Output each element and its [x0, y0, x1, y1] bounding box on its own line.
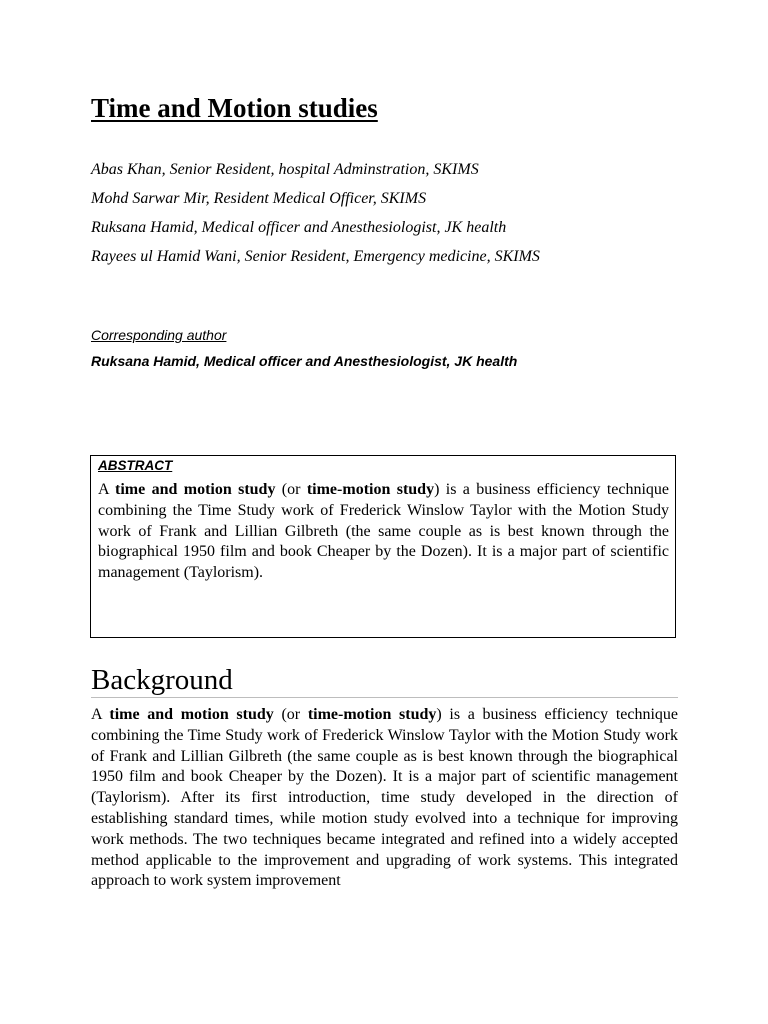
abstract-bold-term: time and motion study	[115, 481, 276, 498]
abstract-heading: ABSTRACT	[98, 458, 173, 473]
background-text-run: A	[91, 706, 110, 723]
section-divider	[91, 697, 678, 698]
abstract-box	[90, 455, 676, 638]
author-list	[91, 157, 540, 273]
background-bold-term: time-motion study	[307, 706, 437, 723]
author-line: Mohd Sarwar Mir, Resident Medical Officer, SKIMS	[91, 190, 427, 207]
author-line: Abas Khan, Senior Resident, hospital Adminstration, SKIMS	[91, 161, 479, 178]
author-line: Ruksana Hamid, Medical officer and Anesthesiologist, JK health	[91, 219, 507, 236]
abstract-paragraph	[98, 480, 669, 584]
abstract-text-run: A	[98, 481, 116, 498]
background-paragraph	[91, 705, 678, 892]
abstract-text-run: (or	[275, 481, 307, 498]
abstract-text-run: ) is a business efficiency technique combining the Time Study work of Frederick Winslow Taylor with the Motion Study work of Frank and Lillian Gilbreth (the same couple as is best known through the biographical 1950 film and book Cheaper by the Dozen). It is a major part of scientific management (Taylorism).	[98, 481, 670, 582]
corresponding-author-label: Corresponding author	[91, 327, 227, 343]
background-text-run: ) is a business efficiency technique combining the Time Study work of Frederick Winslow Taylor with the Motion Study work of Frank and Lillian Gilbreth (the same couple as is best known through the biographical 1950 film and book Cheaper by the Dozen). It is a major part of scientific management (Taylorism). After its first introduction, time study developed in the direction of establishing standard times, while motion study evolved into a technique for improving work methods. The two techniques became integrated and refined into a widely accepted method applicable to the improvement and upgrading of work systems. This integrated approach to work system improvement	[91, 706, 679, 890]
abstract-bold-term: time-motion study	[306, 481, 435, 498]
document-title: Time and Motion studies	[91, 93, 378, 123]
background-bold-term: time and motion study	[109, 706, 274, 723]
author-line: Rayees ul Hamid Wani, Senior Resident, Emergency medicine, SKIMS	[91, 248, 540, 265]
background-text-run: (or	[273, 706, 308, 723]
background-heading: Background	[91, 664, 233, 696]
corresponding-author-name: Ruksana Hamid, Medical officer and Anesthesiologist, JK health	[91, 353, 518, 369]
